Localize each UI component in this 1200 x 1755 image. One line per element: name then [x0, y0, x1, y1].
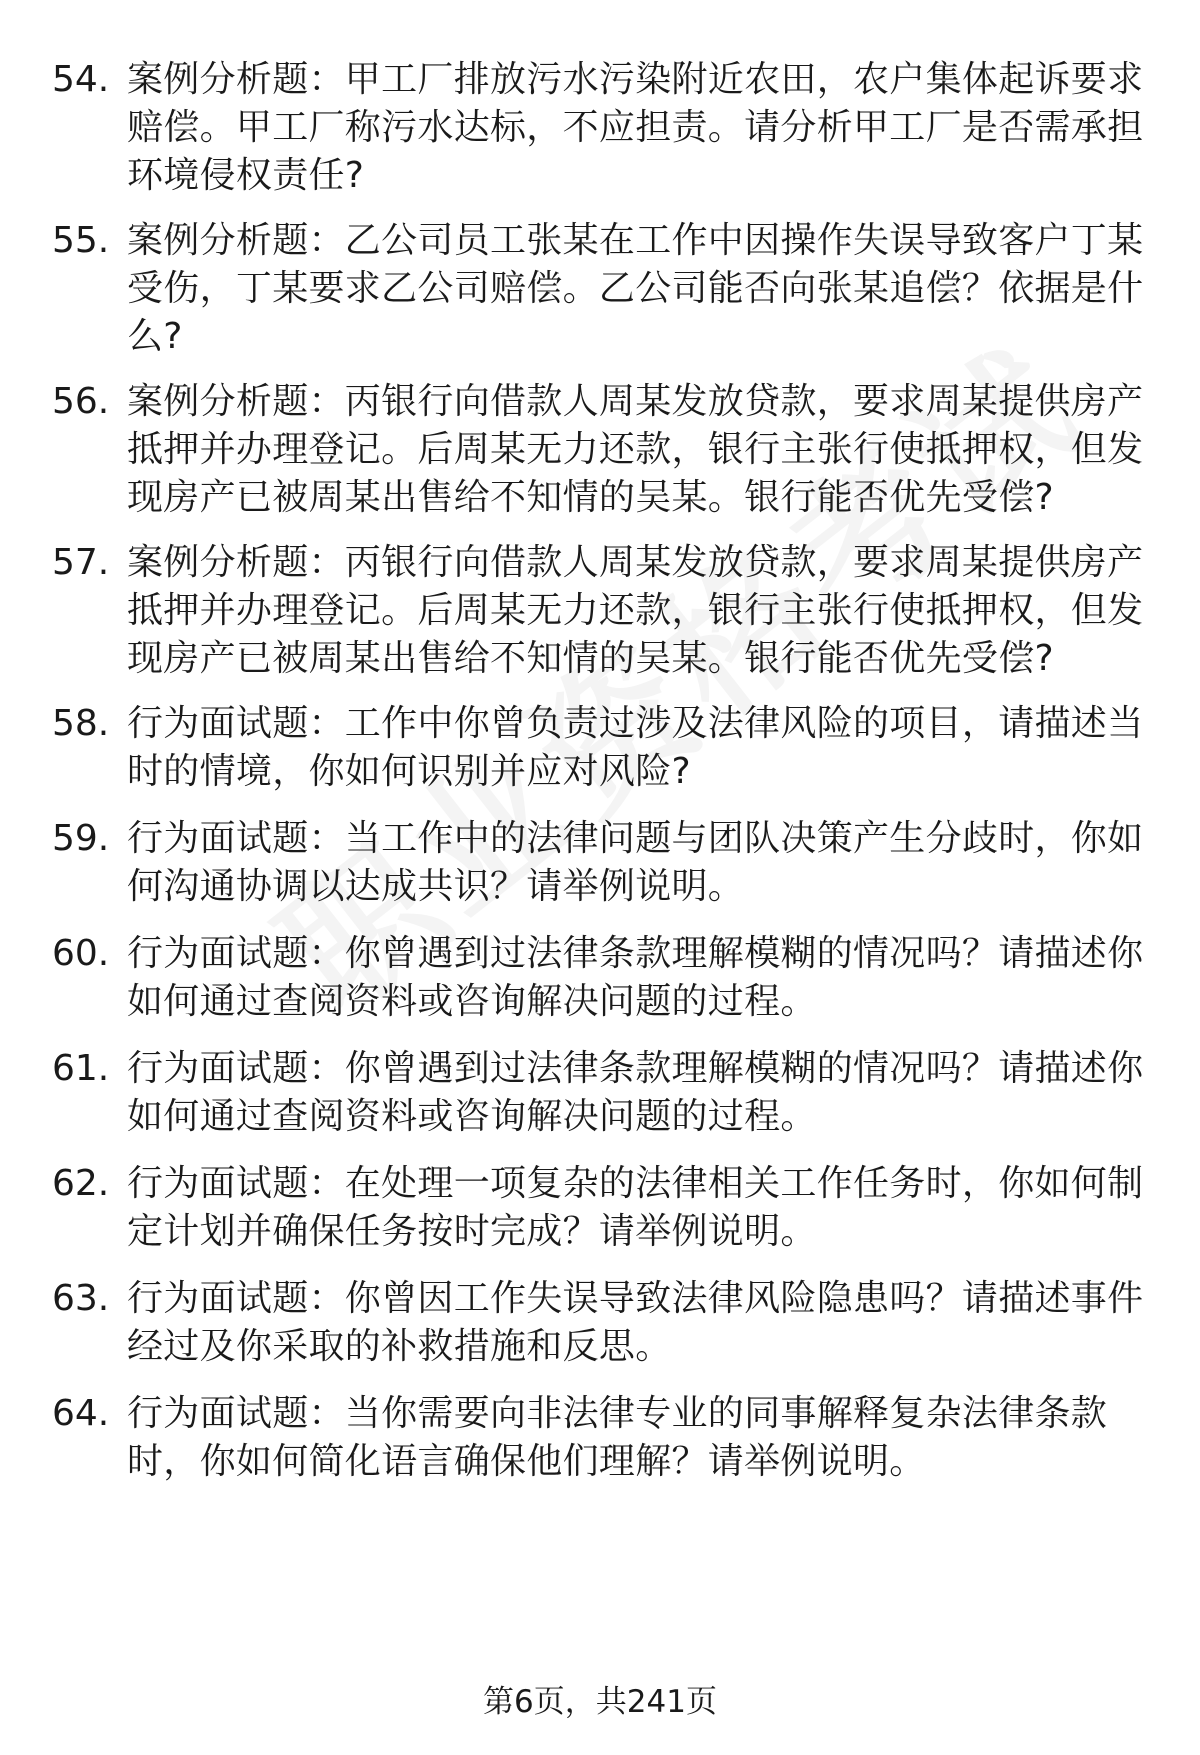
question-text: 案例分析题：丙银行向借款人周某发放贷款，要求周某提供房产抵押并办理登记。后周某无力还款，银行主张行使抵押权，但发现房产已被周某出售给不知情的吴某。银行能否优先受偿?: [127, 542, 1144, 679]
question-number: 57.: [52, 542, 110, 583]
question-number: 61.: [52, 1048, 110, 1089]
question-number: 54.: [52, 59, 110, 100]
question-text: 行为面试题：你曾因工作失误导致法律风险隐患吗？请描述事件经过及你采取的补救措施和反思。: [127, 1278, 1144, 1367]
question-number: 55.: [52, 220, 110, 261]
question-number: 59.: [52, 818, 110, 859]
question-text: 行为面试题：当工作中的法律问题与团队决策产生分歧时，你如何沟通协调以达成共识？请举例说明。: [127, 818, 1144, 907]
question-text: 行为面试题：在处理一项复杂的法律相关工作任务时，你如何制定计划并确保任务按时完成？请举例说明。: [127, 1163, 1144, 1252]
question-text: 案例分析题：甲工厂排放污水污染附近农田，农户集体起诉要求赔偿。甲工厂称污水达标，不应担责。请分析甲工厂是否需承担环境侵权责任?: [127, 59, 1144, 196]
question-number: 63.: [52, 1278, 110, 1319]
question-text: 行为面试题：你曾遇到过法律条款理解模糊的情况吗？请描述你如何通过查阅资料或咨询解决问题的过程。: [127, 1048, 1144, 1137]
question-text: 案例分析题：丙银行向借款人周某发放贷款，要求周某提供房产抵押并办理登记。后周某无力还款，银行主张行使抵押权，但发现房产已被周某出售给不知情的吴某。银行能否优先受偿?: [127, 381, 1144, 518]
question-number: 56.: [52, 381, 110, 422]
question-text: 行为面试题：工作中你曾负责过涉及法律风险的项目，请描述当时的情境，你如何识别并应对风险?: [127, 703, 1144, 792]
question-number: 60.: [52, 933, 110, 974]
question-number: 58.: [52, 703, 110, 744]
page-number: 第6页，共241页: [483, 1684, 717, 1720]
question-number: 62.: [52, 1163, 110, 1204]
question-number: 64.: [52, 1393, 110, 1434]
question-text: 行为面试题：你曾遇到过法律条款理解模糊的情况吗？请描述你如何通过查阅资料或咨询解决问题的过程。: [127, 933, 1144, 1022]
question-text: 行为面试题：当你需要向非法律专业的同事解释复杂法律条款时，你如何简化语言确保他们理解？请举例说明。: [127, 1393, 1108, 1482]
question-text: 案例分析题：乙公司员工张某在工作中因操作失误导致客户丁某受伤，丁某要求乙公司赔偿。乙公司能否向张某追偿？依据是什么?: [127, 220, 1144, 357]
